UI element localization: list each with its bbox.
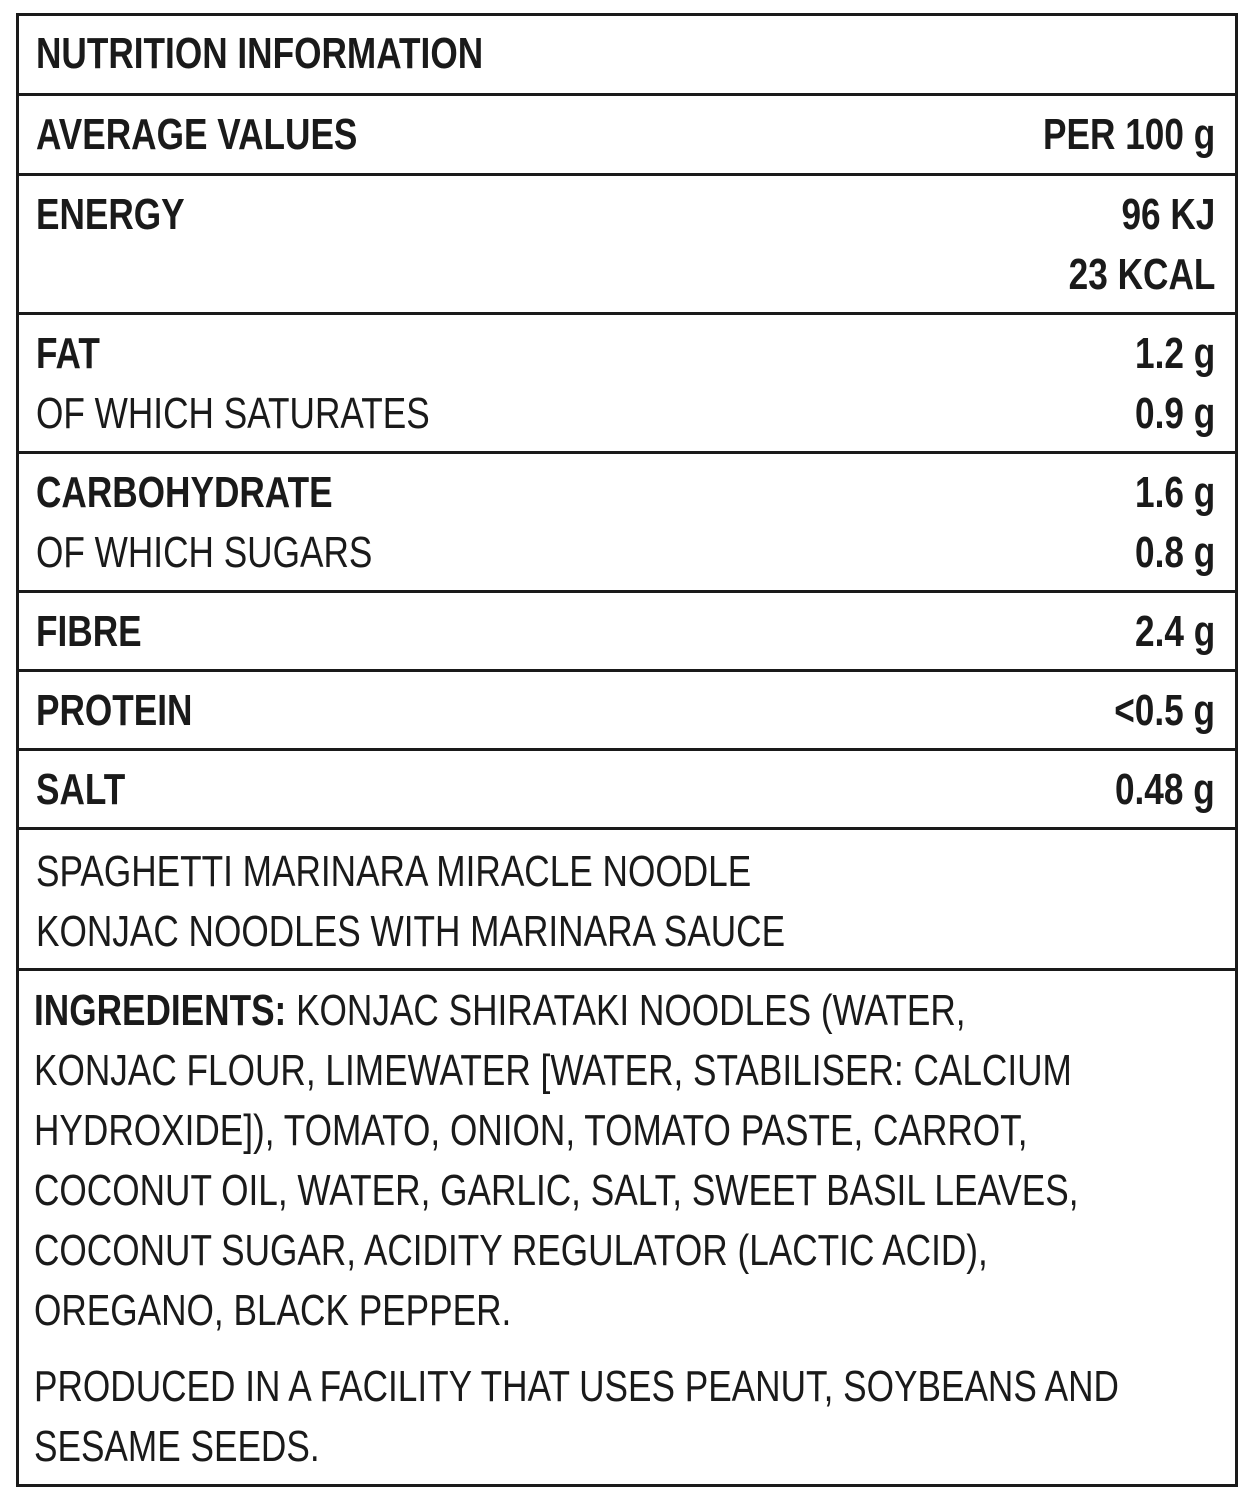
ingredients-line-5: COCONUT SUGAR, ACIDITY REGULATOR (LACTIC ACID), — [34, 1226, 988, 1275]
energy-label: ENERGY — [36, 190, 185, 239]
sugars-value: 0.8 g — [1134, 528, 1215, 577]
carbohydrate-value: 1.6 g — [1134, 468, 1215, 517]
ingredients-line-1 — [34, 981, 986, 1041]
protein-row — [19, 672, 1235, 751]
ingredients-text-1: KONJAC SHIRATAKI NOODLES (WATER, — [286, 986, 966, 1035]
fibre-value: 2.4 g — [1134, 607, 1215, 656]
ingredients-label: INGREDIENTS: — [34, 986, 287, 1035]
salt-value: 0.48 g — [1115, 765, 1215, 814]
title-row — [19, 16, 1235, 96]
salt-label: SALT — [36, 765, 126, 814]
energy-kj-value: 96 KJ — [1121, 190, 1215, 239]
allergen-paragraph — [34, 1357, 1224, 1477]
ingredients-line-3: HYDROXIDE]), TOMATO, ONION, TOMATO PASTE, CARROT, — [34, 1106, 1028, 1155]
product-row — [19, 830, 1235, 971]
saturates-label: OF WHICH SATURATES — [36, 389, 430, 438]
energy-kcal-value: 23 KCAL — [1068, 250, 1215, 299]
fibre-label: FIBRE — [36, 607, 142, 656]
salt-row — [19, 751, 1235, 830]
fat-row — [19, 315, 1235, 454]
header-row — [19, 96, 1235, 176]
energy-row — [19, 176, 1235, 315]
ingredients-block — [19, 971, 1235, 1484]
header-per-100g: PER 100 g — [1042, 110, 1215, 159]
header-average-values: AVERAGE VALUES — [36, 110, 358, 159]
ingredients-line-6: OREGANO, BLACK PEPPER. — [34, 1286, 512, 1335]
fat-value: 1.2 g — [1134, 329, 1215, 378]
protein-label: PROTEIN — [36, 686, 193, 735]
allergen-line-2: SESAME SEEDS. — [34, 1422, 320, 1471]
fibre-row — [19, 593, 1235, 672]
label-title: NUTRITION INFORMATION — [36, 29, 484, 78]
allergen-line-1: PRODUCED IN A FACILITY THAT USES PEANUT, SOYBEANS AND — [34, 1362, 1119, 1411]
fat-label: FAT — [36, 329, 100, 378]
carbohydrate-row — [19, 454, 1235, 593]
product-description: KONJAC NOODLES WITH MARINARA SAUCE — [36, 907, 786, 956]
saturates-value: 0.9 g — [1134, 389, 1215, 438]
ingredients-line-4: COCONUT OIL, WATER, GARLIC, SALT, SWEET BASIL LEAVES, — [34, 1166, 1079, 1215]
carbohydrate-label: CARBOHYDRATE — [36, 468, 333, 517]
sugars-label: OF WHICH SUGARS — [36, 528, 373, 577]
ingredients-paragraph — [34, 981, 1224, 1341]
protein-value: <0.5 g — [1114, 686, 1215, 735]
nutrition-label — [16, 13, 1238, 1487]
product-name: SPAGHETTI MARINARA MIRACLE NOODLE — [36, 847, 752, 896]
ingredients-line-2: KONJAC FLOUR, LIMEWATER [WATER, STABILISER: CALCIUM — [34, 1046, 1072, 1095]
